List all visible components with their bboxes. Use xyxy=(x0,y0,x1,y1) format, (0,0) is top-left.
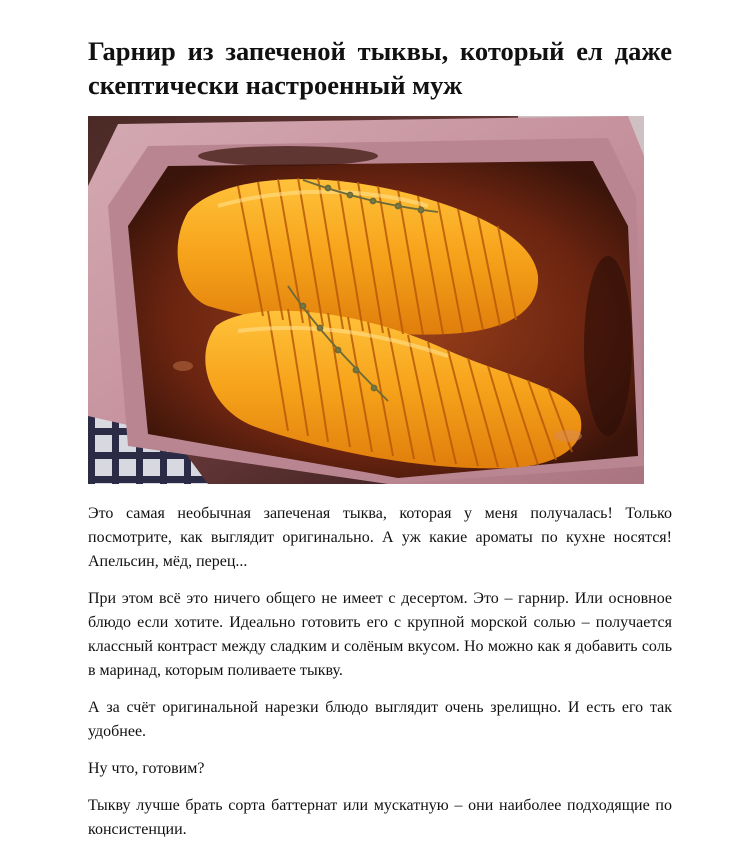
article-photo xyxy=(88,116,644,484)
paragraph-4: Ну что, готовим? xyxy=(88,760,205,777)
article-body xyxy=(88,502,672,855)
paragraph-3: А за счёт оригинальной нарезки блюдо выглядит очень зрелищно. И есть его так удобнее. xyxy=(88,699,672,740)
paragraph-5: Тыкву лучше брать сорта баттернат или мускатную – они наиболее подходящие по консистенции. xyxy=(88,797,672,838)
paragraph-1: Это самая необычная запеченая тыква, которая у меня получалась! Только посмотрите, как выглядит оригинально. А уж какие ароматы по кухне носятся! Апельсин, мёд, перец... xyxy=(88,505,672,570)
article-title: Гарнир из запеченой тыквы, который ел даже скептически настроенный муж xyxy=(88,36,672,100)
roasted-pumpkin-image xyxy=(88,116,644,484)
paragraph-2: При этом всё это ничего общего не имеет с десертом. Это – гарнир. Или основное блюдо если хотите. Идеально готовить его с крупной морской солью – получается классный контраст между сладким и солёным вкусом. Но можно как я добавить соль в маринад, которым поливаете тыкву. xyxy=(88,590,672,679)
